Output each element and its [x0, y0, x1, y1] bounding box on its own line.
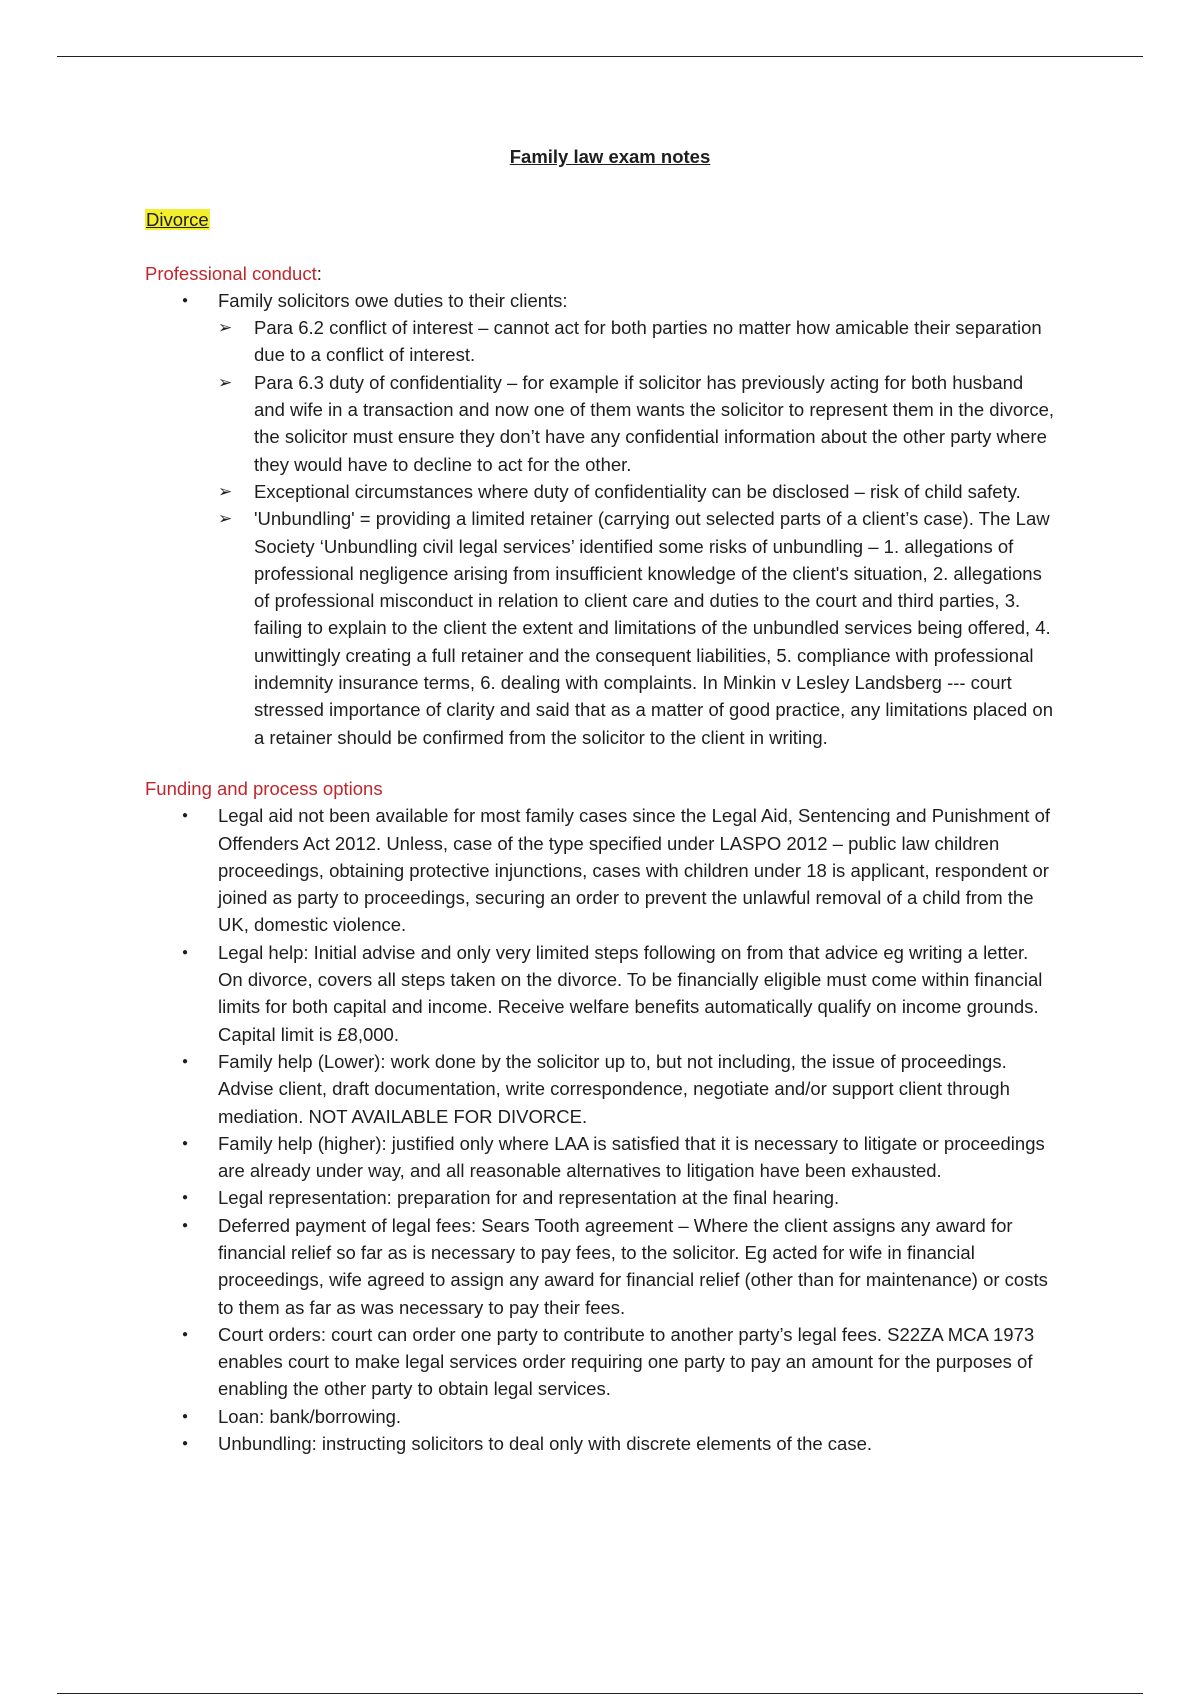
header-rule	[57, 56, 1143, 57]
section-funding-options	[145, 775, 1055, 1457]
chapter-heading-text: Divorce	[146, 209, 209, 231]
sub-bullet-list	[218, 314, 1055, 751]
list-item	[218, 287, 1055, 751]
section-heading: Funding and process options	[145, 777, 383, 799]
list-item: ● Family help (Lower): work done by the solicitor up to, but not including, the issue of proceedings. Advise client, draft documentation, write correspondence, negotiate and/or support client through mediation. NOT AVAILABLE FOR DIVORCE.	[218, 1048, 1055, 1130]
bullet-list	[145, 287, 1055, 751]
chapter-heading	[145, 206, 1055, 233]
section-spacer	[145, 751, 1055, 775]
sub-list-item-text: Para 6.2 conflict of interest – cannot act for both parties no matter how amicable their separation due to a conflict of interest.	[254, 317, 1042, 366]
arrowhead-bullet-icon: ➢	[218, 372, 233, 392]
arrowhead-bullet-icon: ➢	[218, 481, 233, 501]
arrowhead-bullet-icon: ➢	[218, 509, 233, 529]
sub-list-item	[218, 505, 1055, 751]
list-item: ● Family help (higher): justified only where LAA is satisfied that it is necessary to litigate or proceedings are already under way, and all reasonable alternatives to litigation have been exhausted.	[218, 1130, 1055, 1185]
sub-list-item	[218, 369, 1055, 478]
sub-list-item-text: Exceptional circumstances where duty of confidentiality can be disclosed – risk of child safety.	[254, 480, 1021, 502]
sub-list-item	[218, 314, 1055, 369]
sub-list-item	[218, 478, 1055, 505]
document-title: Family law exam notes	[509, 146, 711, 167]
list-item: ● Legal aid not been available for most family cases since the Legal Aid, Sentencing and Punishment of Offenders Act 2012. Unless, case of the type specified under LASPO 2012 – public law children proceedings, obtaining protective injunctions, cases with children under 18 is applicant, respondent or joined as party to proceedings, securing an order to prevent the unlawful removal of a child from the UK, domestic violence.	[218, 802, 1055, 938]
document-body	[145, 143, 1055, 1457]
section-heading-colon: :	[316, 262, 322, 284]
list-item: ● Legal help: Initial advise and only very limited steps following on from that advice eg writing a letter. On divorce, covers all steps taken on the divorce. To be financially eligible must come within financial limits for both capital and income. Receive welfare benefits automatically qualify on income grounds. Capital limit is £8,000.	[218, 939, 1055, 1048]
list-item: ● Legal representation: preparation for and representation at the final hearing.	[218, 1184, 1055, 1211]
list-item-text: Family solicitors owe duties to their clients:	[218, 289, 568, 311]
list-item: ● Loan: bank/borrowing.	[218, 1403, 1055, 1430]
list-item: ● Deferred payment of legal fees: Sears Tooth agreement – Where the client assigns any award for financial relief so far as is necessary to pay fees, to the solicitor. Eg acted for wife in financial proceedings, wife agreed to assign any award for financial relief (other than for maintenance) or costs to them as far as was necessary to pay their fees.	[218, 1212, 1055, 1321]
arrowhead-bullet-icon: ➢	[218, 318, 233, 338]
section-heading	[145, 260, 1055, 287]
section-professional-conduct	[145, 260, 1055, 751]
footer-rule	[57, 1693, 1143, 1694]
list-item: ● Unbundling: instructing solicitors to deal only with discrete elements of the case.	[218, 1430, 1055, 1457]
section-heading-text: Professional conduct	[145, 262, 317, 284]
sub-list-item-text: Para 6.3 duty of confidentiality – for example if solicitor has previously acting for both husband and wife in a transaction and now one of them wants the solicitor to represent them in the divorce, the solicitor must ensure they don’t have any confidential information about the other party where they would have to decline to act for the other.	[254, 371, 1055, 475]
list-item: ● Court orders: court can order one party to contribute to another party’s legal fees. S22ZA MCA 1973 enables court to make legal services order requiring one party to pay an amount for the purposes of enabling the other party to obtain legal services.	[218, 1321, 1055, 1403]
bullet-list	[145, 802, 1055, 1457]
sub-list-item-text: 'Unbundling' = providing a limited retainer (carrying out selected parts of a client’s case). The Law Society ‘Unbundling civil legal services’ identified some risks of unbundling – 1. allegations of professional negligence arising from insufficient knowledge of the client's situation, 2. allegations of professional misconduct in relation to client care and duties to the court and third parties, 3. failing to explain to the client the extent and limitations of the unbundled services being offered, 4. unwittingly creating a full retainer and the consequent liabilities, 5. compliance with professional indemnity insurance terms, 6. dealing with complaints. In Minkin v Lesley Landsberg --- court stressed importance of clarity and said that as a matter of good practice, any limitations placed on a retainer should be confirmed from the solicitor to the client in writing.	[254, 508, 1053, 748]
